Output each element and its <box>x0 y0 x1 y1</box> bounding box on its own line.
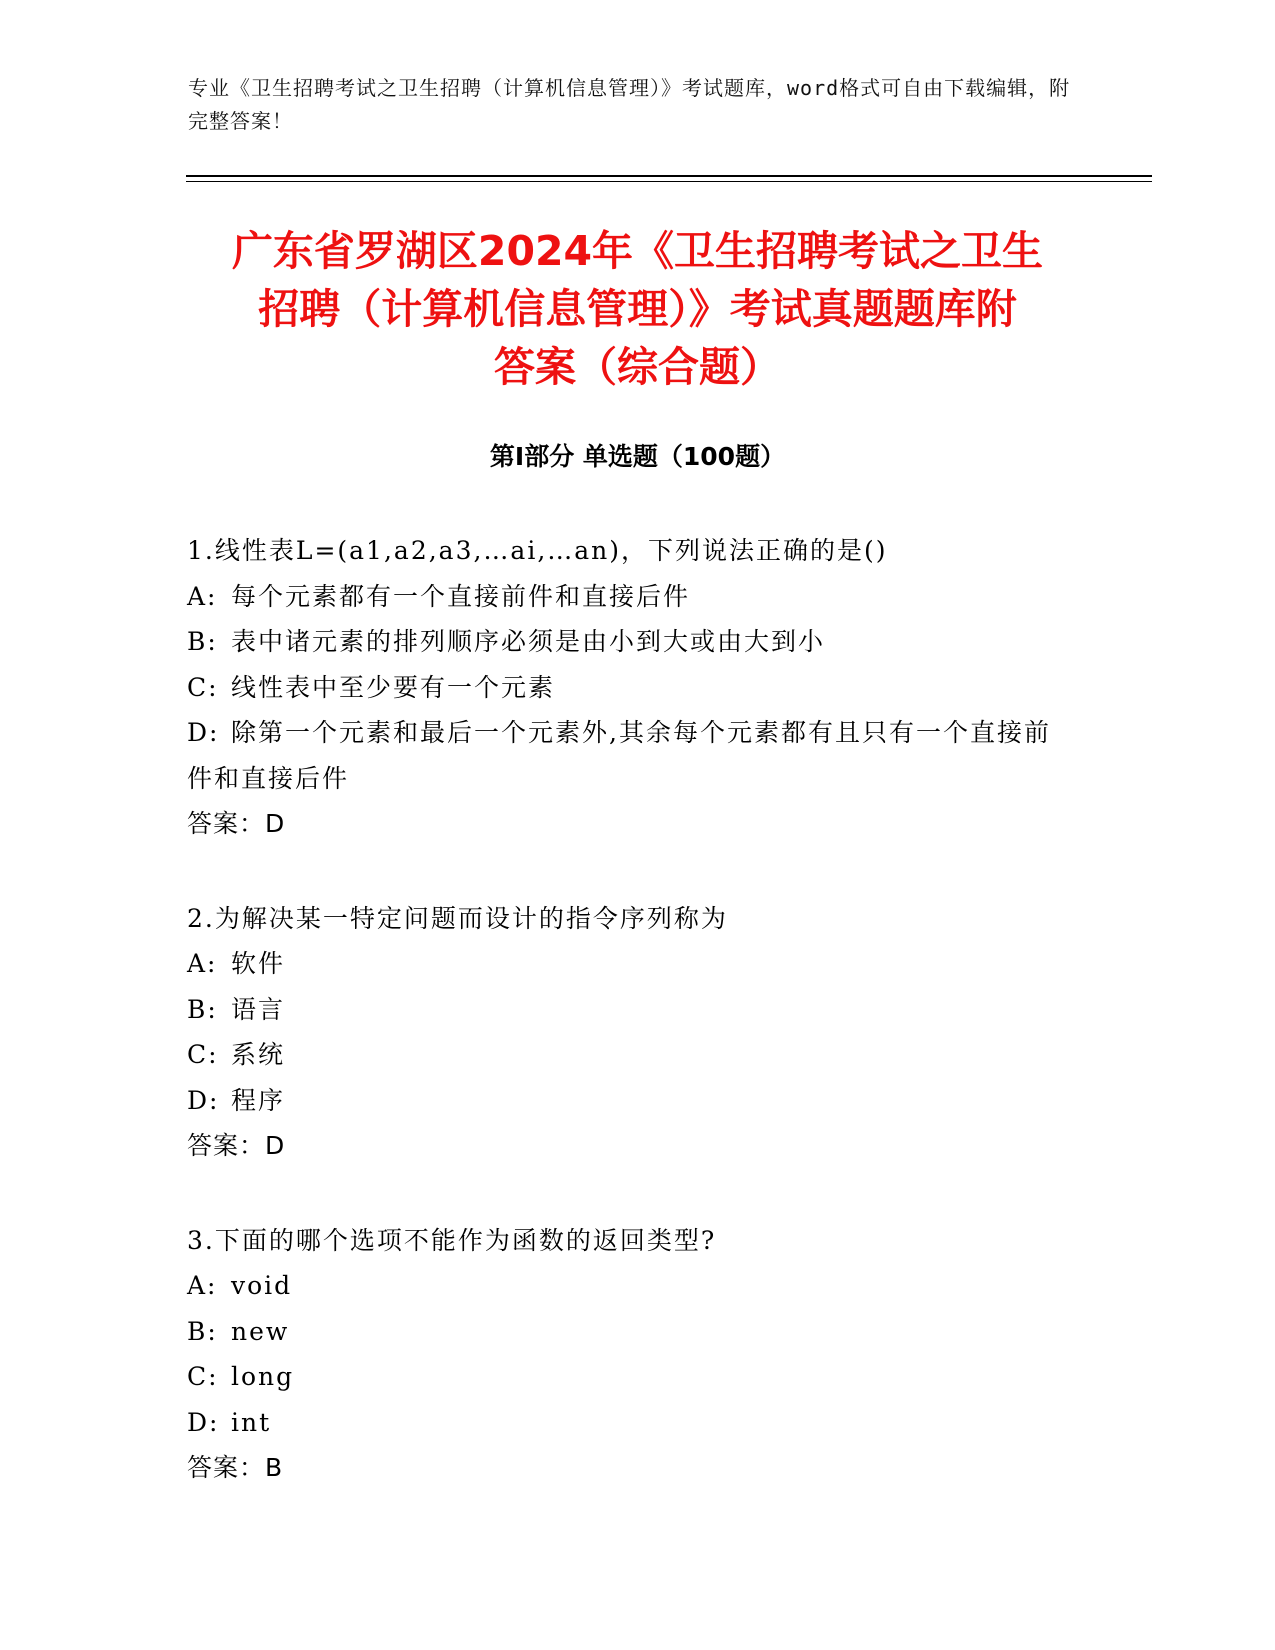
option-c <box>187 1354 1067 1400</box>
option-b <box>187 1309 1067 1355</box>
header-note: 专业《卫生招聘考试之卫生招聘（计算机信息管理）》考试题库，word格式可自由下载编辑，附完整答案！ <box>188 76 1071 133</box>
option-letter: B: <box>187 994 218 1024</box>
option-letter: C: <box>187 672 219 702</box>
answer-line <box>187 1445 1067 1491</box>
title-line-2: 招聘（计算机信息管理）》考试真题题库附 <box>258 285 1017 333</box>
option-letter: A: <box>187 949 218 978</box>
document-title <box>170 222 1105 396</box>
title-line-3: 答案（综合题） <box>494 343 781 391</box>
option-letter: C: <box>187 1040 219 1069</box>
answer-value: D <box>265 1131 286 1160</box>
section-heading: 第Ⅰ部分 单选题（100题） <box>489 442 786 471</box>
question-stem: 1.线性表L=(a1,a2,a3,…ai,…an)，下列说法正确的是() <box>187 536 888 565</box>
question-stem: 3.下面的哪个选项不能作为函数的返回类型? <box>187 1225 717 1255</box>
option-d <box>187 710 1067 801</box>
option-letter: B: <box>187 1316 218 1346</box>
option-b <box>187 619 1067 665</box>
option-letter: B: <box>187 627 218 656</box>
option-a <box>187 941 1067 987</box>
option-text: 软件 <box>231 949 286 978</box>
option-letter: D: <box>187 1085 220 1115</box>
header-divider-thin <box>186 181 1152 182</box>
option-text: 程序 <box>231 1085 286 1115</box>
option-text: void <box>231 1271 293 1300</box>
answer-prefix: 答案： <box>187 1453 266 1482</box>
option-text: 语言 <box>231 994 286 1024</box>
option-text: new <box>231 1316 290 1346</box>
option-c <box>187 1032 1067 1078</box>
option-d <box>187 1078 1067 1124</box>
title-line-1: 广东省罗湖区2024年《卫生招聘考试之卫生 <box>231 227 1044 275</box>
question-3 <box>187 1218 1067 1491</box>
option-text: long <box>231 1362 295 1391</box>
answer-value: B <box>265 1453 284 1482</box>
question-2 <box>187 896 1067 1169</box>
header-divider-thick <box>186 175 1152 177</box>
option-text: 线性表中至少要有一个元素 <box>231 672 556 702</box>
option-a <box>187 574 1067 620</box>
answer-line <box>187 1123 1067 1169</box>
option-c <box>187 665 1067 711</box>
question-1 <box>187 528 1067 847</box>
option-text: 除第一个元素和最后一个元素外,其余每个元素都有且只有一个直接前件和直接后件 <box>187 718 1051 793</box>
option-letter: D: <box>187 1407 220 1437</box>
option-letter: C: <box>187 1362 219 1391</box>
option-d <box>187 1400 1067 1446</box>
option-text: 系统 <box>231 1040 286 1069</box>
option-letter: A: <box>187 1271 218 1300</box>
option-text: 每个元素都有一个直接前件和直接后件 <box>231 581 691 611</box>
option-letter: D: <box>187 718 220 747</box>
answer-value: D <box>265 809 286 838</box>
answer-prefix: 答案： <box>187 1131 266 1160</box>
option-a <box>187 1263 1067 1309</box>
option-letter: A: <box>187 581 218 611</box>
answer-line <box>187 801 1067 847</box>
answer-prefix: 答案： <box>187 809 266 838</box>
question-stem: 2.为解决某一特定问题而设计的指令序列称为 <box>187 903 728 933</box>
option-text: int <box>231 1407 272 1437</box>
option-b <box>187 987 1067 1033</box>
question-list <box>187 528 1067 1540</box>
option-text: 表中诸元素的排列顺序必须是由小到大或由大到小 <box>231 627 826 656</box>
